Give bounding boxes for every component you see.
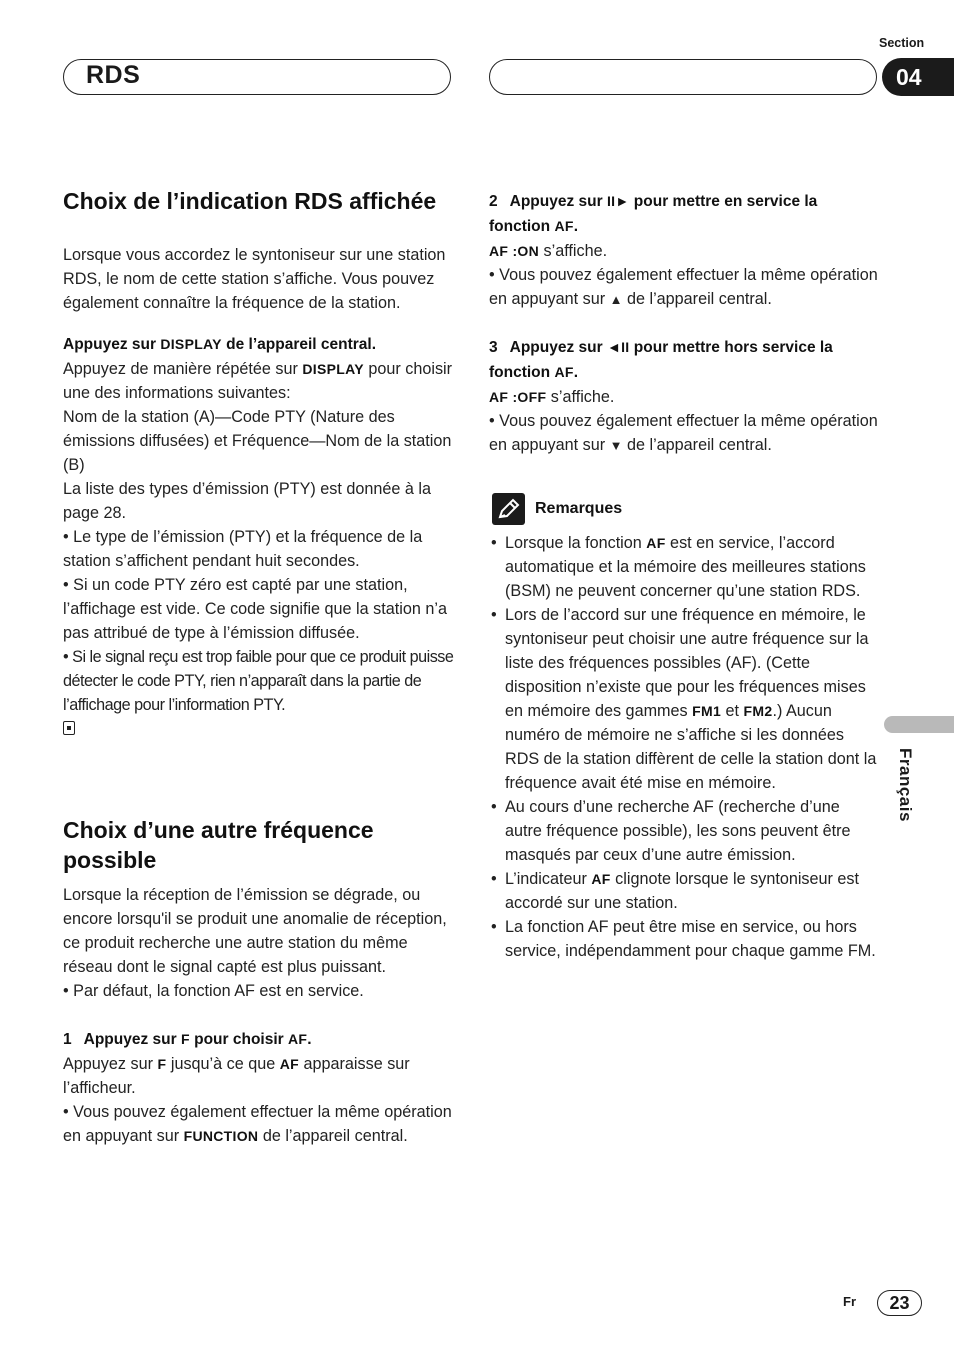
key-af-3: AF xyxy=(554,218,574,234)
right-column xyxy=(489,189,881,963)
remark-af-search: • Au cours d’une recherche AF (recherche d’une autre fréquence possible), les sons peuvent être masqués par ceux d’une autre émission. xyxy=(489,795,881,867)
step-1-body: Appuyez sur F jusqu’à ce que AF apparaisse sur l’afficheur. xyxy=(63,1055,410,1097)
header-title-frame xyxy=(63,59,451,95)
section-number: 04 xyxy=(896,64,922,90)
step-1-instruction: 1 Appuyez sur F pour choisir AF. xyxy=(63,1031,312,1048)
intro-paragraph: Lorsque vous accordez le syntoniseur sur une station RDS, le nom de cette station s’affiche. Vous pouvez également connaître la fréquence de la station. xyxy=(63,246,446,312)
step-1-note: • Vous pouvez également effectuer la même opération en appuyant sur FUNCTION de l’appareil central. xyxy=(63,1103,452,1145)
step-2-note: • Vous pouvez également effectuer la même opération en appuyant sur ▲ de l’appareil central. xyxy=(489,266,878,308)
key-function: FUNCTION xyxy=(183,1128,259,1144)
section-tab xyxy=(882,58,954,96)
note-weak-signal: • Si le signal reçu est trop faible pour que ce produit puisse détecter le code PTY, rien n’apparaît dans la partie de l’affichage pour l’information PTY. xyxy=(63,648,454,714)
key-f-2: F xyxy=(157,1056,167,1072)
display-body: Appuyez de manière répétée sur DISPLAY pour choisir une des informations suivantes: xyxy=(63,360,453,402)
end-of-section-icon xyxy=(63,721,75,735)
step-3-instruction: 3 Appuyez sur ◄II pour mettre hors service la fonction AF. xyxy=(489,339,833,381)
remark-memory-tuning: • Lors de l’accord sur une fréquence en mémoire, le syntoniseur peut choisir une autre fréquence sur la liste des fréquences possibles (AF). (Cette disposition n’existe que pour les fréquences mises en mémoire des gammes FM1 et FM2.) Aucun numéro de mémoire ne s’affiche si les données RDS de la station diffèrent de celle la station dont la fréquence avait été mise en mémoire. xyxy=(489,603,881,795)
instruction-display: Appuyez sur DISPLAY de l’appareil central. xyxy=(63,336,377,353)
key-af: AF xyxy=(288,1031,308,1047)
language-label: Français xyxy=(896,748,915,822)
key-af-2: AF xyxy=(279,1056,300,1072)
band-fm2: FM2 xyxy=(743,703,773,719)
remark-af-indicator: • L’indicateur AF clignote lorsque le syntoniseur est accordé sur une station. xyxy=(489,867,881,915)
remark-af-per-band: • La fonction AF peut être mise en service, ou hors service, indépendamment pour chaque gamme FM. xyxy=(489,915,881,963)
page-number: 23 xyxy=(877,1290,922,1316)
note-pty-duration: • Le type de l’émission (PTY) et la fréquence de la station s’affichent pendant huit secondes. xyxy=(63,528,423,570)
pencil-note-icon xyxy=(492,493,525,525)
key-display-2: DISPLAY xyxy=(302,361,364,377)
key-af-4: AF xyxy=(554,364,574,380)
footer-language: Fr xyxy=(843,1294,856,1309)
step-3-note: • Vous pouvez également effectuer la même opération en appuyant sur ▼ de l’appareil central. xyxy=(489,412,878,454)
note-pty-zero: • Si un code PTY zéro est capté par une station, l’affichage est vide. Ce code signifie que la station n’a pas attribué de type à l’émission diffusée. xyxy=(63,576,447,642)
af-on-indicator: AF :ON xyxy=(489,243,540,259)
up-arrow-icon: ▲ xyxy=(609,292,623,307)
heading-alternative-frequency: Choix d’une autre fréquence possible xyxy=(63,817,374,873)
header-title: RDS xyxy=(86,61,141,89)
remark-af-bsm: • Lorsque la fonction AF est en service, l’accord automatique et la mémoire des meilleures stations (BSM) ne peuvent concerner qu’une station RDS. xyxy=(489,531,881,603)
remarks-list xyxy=(489,531,881,963)
key-back: ◄II xyxy=(606,339,630,355)
step-3-body: AF :OFF s’affiche. xyxy=(489,388,615,406)
header-blank-frame xyxy=(489,59,877,95)
step-2-body: AF :ON s’affiche. xyxy=(489,242,608,260)
left-column xyxy=(63,186,455,1148)
key-display: DISPLAY xyxy=(160,336,222,352)
section-label: Section xyxy=(879,36,925,50)
pty-list-reference: La liste des types d’émission (PTY) est donnée à la page 28. xyxy=(63,480,432,522)
step-2-instruction: 2 Appuyez sur II► pour mettre en service la fonction AF. xyxy=(489,193,818,235)
key-f: F xyxy=(180,1031,190,1047)
band-fm1: FM1 xyxy=(692,703,722,719)
remarks-title: Remarques xyxy=(535,500,623,517)
remarks-header xyxy=(489,493,881,525)
key-play: II► xyxy=(606,193,630,209)
af-intro-paragraph: Lorsque la réception de l’émission se dégrade, ou encore lorsqu'il se produit une anomalie de réception, ce produit recherche une autre station du même réseau dont le signal capté est plus puissant. xyxy=(63,886,447,976)
note-af-default: • Par défaut, la fonction AF est en service. xyxy=(63,982,364,1000)
display-options: Nom de la station (A)—Code PTY (Nature des émissions diffusées) et Fréquence—Nom de la station (B) xyxy=(63,408,452,474)
key-af-5: AF xyxy=(646,535,666,551)
key-af-6: AF xyxy=(591,871,611,887)
language-tab xyxy=(884,716,954,733)
down-arrow-icon: ▼ xyxy=(609,438,623,453)
af-off-indicator: AF :OFF xyxy=(489,389,547,405)
heading-rds-indication: Choix de l’indication RDS affichée xyxy=(63,188,437,214)
